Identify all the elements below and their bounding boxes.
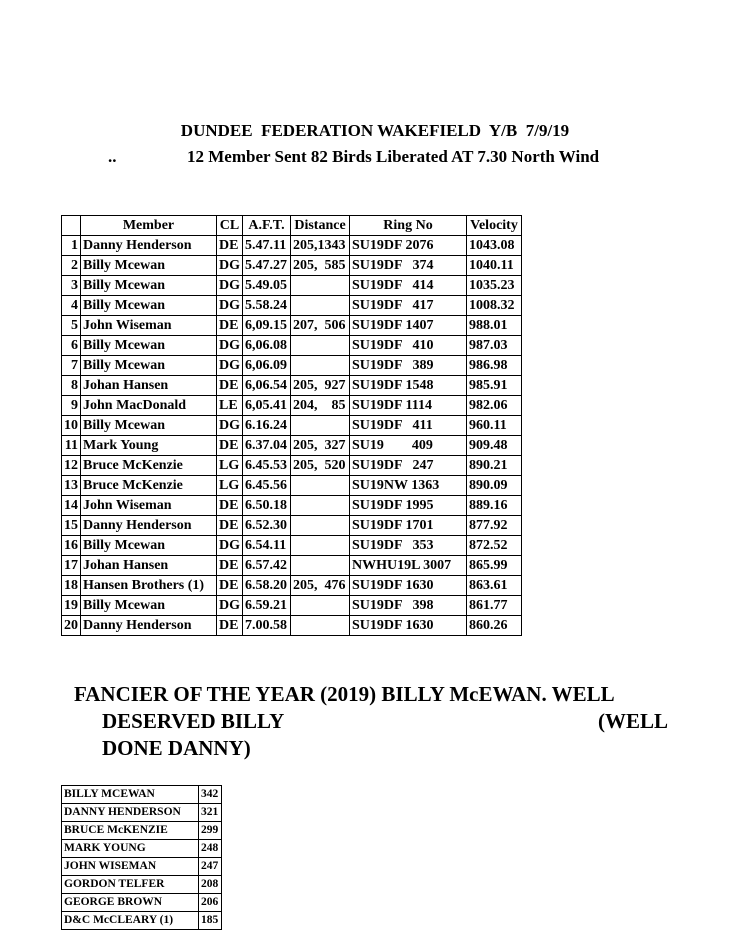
member-cell: Billy Mcewan [81, 536, 217, 556]
distance-cell: 205,1343 [291, 236, 350, 256]
table-row [62, 876, 222, 894]
aft-cell: 6.37.04 [243, 436, 291, 456]
member-cell: Billy Mcewan [81, 276, 217, 296]
member-cell: Johan Hansen [81, 556, 217, 576]
col-aft-header: A.F.T. [243, 216, 291, 236]
velocity-cell: 861.77 [467, 596, 522, 616]
distance-cell [291, 596, 350, 616]
class-cell: DE [217, 236, 243, 256]
aft-cell: 6,06.09 [243, 356, 291, 376]
velocity-cell: 960.11 [467, 416, 522, 436]
position-cell: 2 [62, 256, 81, 276]
class-cell: LG [217, 456, 243, 476]
col-distance-header: Distance [291, 216, 350, 236]
points-value-cell: 247 [199, 858, 222, 876]
class-cell: DE [217, 436, 243, 456]
velocity-cell: 988.01 [467, 316, 522, 336]
table-row [62, 858, 222, 876]
distance-cell: 207, 506 [291, 316, 350, 336]
position-cell: 6 [62, 336, 81, 356]
distance-cell [291, 496, 350, 516]
aft-cell: 6.57.42 [243, 556, 291, 576]
distance-cell: 205, 927 [291, 376, 350, 396]
position-cell: 14 [62, 496, 81, 516]
velocity-cell: 877.92 [467, 516, 522, 536]
position-cell: 15 [62, 516, 81, 536]
aft-cell: 5.47.11 [243, 236, 291, 256]
points-name-cell: GEORGE BROWN [62, 894, 199, 912]
aft-cell: 6,09.15 [243, 316, 291, 336]
ring-cell: SU19NW 1363 [350, 476, 467, 496]
table-row [62, 416, 522, 436]
velocity-cell: 890.09 [467, 476, 522, 496]
distance-cell [291, 556, 350, 576]
member-cell: Hansen Brothers (1) [81, 576, 217, 596]
table-row [62, 476, 522, 496]
member-cell: Danny Henderson [81, 236, 217, 256]
position-cell: 5 [62, 316, 81, 336]
results-header-row [62, 216, 522, 236]
member-cell: John Wiseman [81, 496, 217, 516]
points-value-cell: 299 [199, 822, 222, 840]
points-value-cell: 206 [199, 894, 222, 912]
velocity-cell: 982.06 [467, 396, 522, 416]
velocity-cell: 987.03 [467, 336, 522, 356]
table-row [62, 556, 522, 576]
aft-cell: 5.49.05 [243, 276, 291, 296]
member-cell: Billy Mcewan [81, 296, 217, 316]
velocity-cell: 1040.11 [467, 256, 522, 276]
table-row [62, 396, 522, 416]
class-cell: DG [217, 336, 243, 356]
table-row [62, 256, 522, 276]
position-cell: 11 [62, 436, 81, 456]
points-name-cell: JOHN WISEMAN [62, 858, 199, 876]
ring-cell: SU19DF 353 [350, 536, 467, 556]
aft-cell: 5.58.24 [243, 296, 291, 316]
velocity-cell: 860.26 [467, 616, 522, 636]
ring-cell: SU19DF 398 [350, 596, 467, 616]
table-row [62, 436, 522, 456]
results-table [61, 215, 522, 636]
table-row [62, 236, 522, 256]
distance-cell: 204, 85 [291, 396, 350, 416]
distance-cell: 205, 476 [291, 576, 350, 596]
fancier-line-2: DESERVED BILLY [102, 709, 285, 733]
position-cell: 9 [62, 396, 81, 416]
table-row [62, 516, 522, 536]
fancier-of-year-note [74, 681, 694, 762]
col-cl-header: CL [217, 216, 243, 236]
class-cell: DE [217, 316, 243, 336]
distance-cell [291, 616, 350, 636]
points-value-cell: 342 [199, 786, 222, 804]
ring-cell: SU19DF 1630 [350, 576, 467, 596]
class-cell: DE [217, 496, 243, 516]
ring-cell: SU19DF 1701 [350, 516, 467, 536]
class-cell: DE [217, 576, 243, 596]
class-cell: DE [217, 376, 243, 396]
table-row [62, 596, 522, 616]
aft-cell: 7.00.58 [243, 616, 291, 636]
table-row [62, 894, 222, 912]
points-value-cell: 185 [199, 912, 222, 930]
aft-cell: 6.50.18 [243, 496, 291, 516]
aft-cell: 6,05.41 [243, 396, 291, 416]
position-cell: 18 [62, 576, 81, 596]
table-row [62, 316, 522, 336]
points-name-cell: MARK YOUNG [62, 840, 199, 858]
class-cell: DG [217, 596, 243, 616]
position-cell: 20 [62, 616, 81, 636]
fancier-line-2-right: (WELL [598, 709, 669, 733]
ring-cell: SU19DF 1548 [350, 376, 467, 396]
ring-cell: SU19DF 1995 [350, 496, 467, 516]
velocity-cell: 909.48 [467, 436, 522, 456]
ring-cell: SU19DF 389 [350, 356, 467, 376]
table-row [62, 536, 522, 556]
aft-cell: 6.59.21 [243, 596, 291, 616]
ring-cell: NWHU19L 3007 [350, 556, 467, 576]
ring-cell: SU19DF 1407 [350, 316, 467, 336]
col-position-header [62, 216, 81, 236]
distance-cell [291, 276, 350, 296]
member-cell: Billy Mcewan [81, 416, 217, 436]
position-cell: 12 [62, 456, 81, 476]
member-cell: Billy Mcewan [81, 336, 217, 356]
class-cell: DG [217, 356, 243, 376]
member-cell: Billy Mcewan [81, 356, 217, 376]
position-cell: 7 [62, 356, 81, 376]
member-cell: Danny Henderson [81, 616, 217, 636]
position-cell: 16 [62, 536, 81, 556]
distance-cell [291, 356, 350, 376]
member-cell: Billy Mcewan [81, 596, 217, 616]
class-cell: DE [217, 616, 243, 636]
class-cell: LG [217, 476, 243, 496]
class-cell: DG [217, 296, 243, 316]
col-member-header: Member [81, 216, 217, 236]
race-subtitle: 12 Member Sent 82 Birds Liberated AT 7.30 North Wind [187, 147, 600, 166]
ring-cell: SU19DF 411 [350, 416, 467, 436]
distance-cell [291, 296, 350, 316]
aft-cell: 6.58.20 [243, 576, 291, 596]
ring-cell: SU19DF 414 [350, 276, 467, 296]
velocity-cell: 985.91 [467, 376, 522, 396]
position-cell: 17 [62, 556, 81, 576]
velocity-cell: 863.61 [467, 576, 522, 596]
position-cell: 4 [62, 296, 81, 316]
position-cell: 8 [62, 376, 81, 396]
col-velocity-header: Velocity [467, 216, 522, 236]
distance-cell: 205, 520 [291, 456, 350, 476]
distance-cell: 205, 327 [291, 436, 350, 456]
aft-cell: 6,06.54 [243, 376, 291, 396]
aft-cell: 6.54.11 [243, 536, 291, 556]
aft-cell: 5.47.27 [243, 256, 291, 276]
class-cell: DG [217, 416, 243, 436]
member-cell: Bruce McKenzie [81, 476, 217, 496]
points-name-cell: D&C McCLEARY (1) [62, 912, 199, 930]
ring-cell: SU19 409 [350, 436, 467, 456]
aft-cell: 6.45.53 [243, 456, 291, 476]
aft-cell: 6.52.30 [243, 516, 291, 536]
table-row [62, 840, 222, 858]
distance-cell: 205, 585 [291, 256, 350, 276]
points-table [61, 785, 222, 930]
velocity-cell: 1008.32 [467, 296, 522, 316]
position-cell: 13 [62, 476, 81, 496]
velocity-cell: 1043.08 [467, 236, 522, 256]
distance-cell [291, 476, 350, 496]
ring-cell: SU19DF 1630 [350, 616, 467, 636]
results-body [62, 236, 522, 636]
points-value-cell: 208 [199, 876, 222, 894]
table-row [62, 356, 522, 376]
table-row [62, 276, 522, 296]
member-cell: Danny Henderson [81, 516, 217, 536]
ring-cell: SU19DF 410 [350, 336, 467, 356]
position-cell: 10 [62, 416, 81, 436]
table-row [62, 616, 522, 636]
member-cell: Bruce McKenzie [81, 456, 217, 476]
ring-cell: SU19DF 247 [350, 456, 467, 476]
points-value-cell: 248 [199, 840, 222, 858]
velocity-cell: 889.16 [467, 496, 522, 516]
distance-cell [291, 536, 350, 556]
points-name-cell: BRUCE McKENZIE [62, 822, 199, 840]
class-cell: DG [217, 536, 243, 556]
ring-cell: SU19DF 1114 [350, 396, 467, 416]
aft-cell: 6,06.08 [243, 336, 291, 356]
table-row [62, 456, 522, 476]
ring-cell: SU19DF 374 [350, 256, 467, 276]
velocity-cell: 890.21 [467, 456, 522, 476]
table-row [62, 376, 522, 396]
member-cell: John MacDonald [81, 396, 217, 416]
col-ring-header: Ring No [350, 216, 467, 236]
points-body [62, 786, 222, 930]
member-cell: Mark Young [81, 436, 217, 456]
table-row [62, 786, 222, 804]
points-name-cell: GORDON TELFER [62, 876, 199, 894]
fancier-line-1: FANCIER OF THE YEAR (2019) BILLY McEWAN. WELL [74, 682, 615, 706]
table-row [62, 804, 222, 822]
points-name-cell: DANNY HENDERSON [62, 804, 199, 822]
aft-cell: 6.45.56 [243, 476, 291, 496]
ring-cell: SU19DF 417 [350, 296, 467, 316]
member-cell: Billy Mcewan [81, 256, 217, 276]
race-title: DUNDEE FEDERATION WAKEFIELD Y/B 7/9/19 [180, 121, 570, 140]
velocity-cell: 986.98 [467, 356, 522, 376]
member-cell: Johan Hansen [81, 376, 217, 396]
class-cell: DG [217, 276, 243, 296]
class-cell: DE [217, 516, 243, 536]
velocity-cell: 865.99 [467, 556, 522, 576]
points-value-cell: 321 [199, 804, 222, 822]
subtitle-prefix: .. [108, 147, 117, 166]
table-row [62, 822, 222, 840]
fancier-line-3: DONE DANNY) [102, 736, 251, 760]
table-row [62, 496, 522, 516]
position-cell: 1 [62, 236, 81, 256]
table-row [62, 336, 522, 356]
table-row [62, 576, 522, 596]
distance-cell [291, 516, 350, 536]
velocity-cell: 872.52 [467, 536, 522, 556]
distance-cell [291, 416, 350, 436]
ring-cell: SU19DF 2076 [350, 236, 467, 256]
table-row [62, 296, 522, 316]
class-cell: DE [217, 556, 243, 576]
position-cell: 19 [62, 596, 81, 616]
member-cell: John Wiseman [81, 316, 217, 336]
position-cell: 3 [62, 276, 81, 296]
table-row [62, 912, 222, 930]
class-cell: DG [217, 256, 243, 276]
aft-cell: 6.16.24 [243, 416, 291, 436]
points-name-cell: BILLY MCEWAN [62, 786, 199, 804]
distance-cell [291, 336, 350, 356]
class-cell: LE [217, 396, 243, 416]
velocity-cell: 1035.23 [467, 276, 522, 296]
